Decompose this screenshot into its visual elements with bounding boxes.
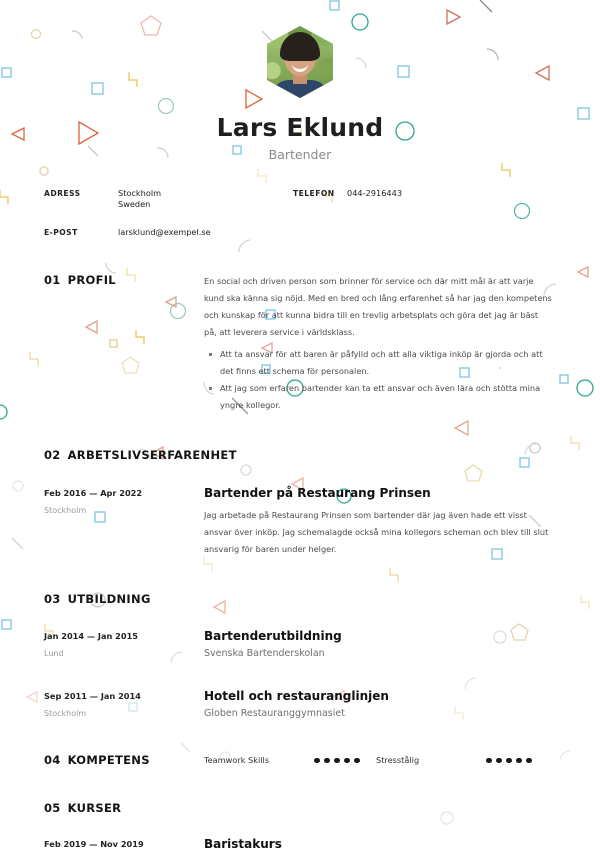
email-value: larsklund@exempel.se (118, 227, 211, 238)
rating-dot (526, 758, 532, 764)
contact-details (0, 188, 600, 240)
avatar (267, 26, 333, 98)
section-title-profile: PROFIL (67, 273, 116, 288)
education-entry-body (204, 629, 570, 659)
list-item: Att jag som erfaren bartender kan ta ett ansvar och även lära och stötta mina yngre kollegor. (220, 380, 555, 414)
experience-entry-place: Stockholm (44, 505, 87, 515)
section-heading-profile (44, 273, 204, 414)
rating-dot (314, 758, 320, 764)
rating-dot (334, 758, 340, 764)
section-number-profile: 01 (44, 273, 61, 288)
rating-dot (496, 758, 502, 764)
section-heading-education (44, 592, 204, 606)
phone-label: TELEFON (293, 188, 335, 198)
experience-entry-description: Jag arbetade på Restaurang Prinsen som bartender där jag även hade ett visst ansvar över inköp. Jag schemalagde också mina kollegors scheman och blev till slut ansvarig för baren under helger. (204, 510, 549, 554)
phone-value: 044-2916443 (347, 187, 403, 198)
education-entry-place: Lund (44, 648, 64, 658)
profile-paragraph: En social och driven person som brinner för service och där mitt mål är att varje kund ska känna sig nöjd. Med en bred och lång erfarenhet så har jag den kompetens och kunskap för att kunna bidra till en trevlig arbetsplats och göra det jag är bäst på, att leverera service i världsklass. (204, 276, 552, 337)
address-line-1: Stockholm (118, 187, 162, 198)
education-entry-title: Hotell och restauranglinjen (204, 688, 389, 703)
section-number-courses: 05 (44, 801, 61, 816)
education-entry-date: Jan 2014 — Jan 2015 (44, 630, 138, 641)
contact-spacer-2 (347, 227, 558, 239)
address-value (118, 188, 293, 212)
experience-entry-body (204, 486, 570, 558)
section-heading-experience (44, 447, 237, 462)
skill-item (376, 755, 570, 765)
education-entry-meta (44, 629, 204, 659)
address-line-2: Sweden (118, 199, 151, 210)
section-heading-courses (44, 801, 204, 815)
section-skills (0, 719, 600, 767)
address-label: ADRESS (44, 188, 81, 198)
section-profile (0, 239, 600, 414)
profile-bullet-list (204, 346, 570, 413)
skills-row (204, 755, 570, 765)
section-title-education: UTBILDNING (67, 591, 151, 606)
education-entry-meta (44, 689, 204, 719)
skill-name: Stresstålig (376, 755, 420, 766)
section-title-courses: KURSER (67, 801, 122, 816)
section-experience (0, 414, 600, 462)
section-number-skills: 04 (44, 753, 61, 768)
education-entry-title: Bartenderutbildning (204, 628, 342, 643)
course-entry (0, 837, 600, 848)
photo-brow-left (289, 49, 296, 51)
education-entry (0, 629, 600, 659)
section-number-experience: 02 (44, 447, 61, 462)
experience-entry-title: Bartender på Restaurang Prinsen (204, 485, 431, 500)
candidate-name: Lars Eklund (216, 113, 384, 142)
rating-dot (354, 758, 360, 764)
experience-entry-meta (44, 486, 204, 558)
rating-dot (324, 758, 330, 764)
photo-brow-right (304, 49, 311, 51)
skills-content (204, 755, 570, 767)
profile-content (204, 273, 570, 414)
list-item: Att ta ansvar för att baren är påfylld och att alla viktiga inköp är gjorda och att det finns ett schema för personalen. (220, 346, 555, 380)
education-entry-place: Stockholm (44, 708, 87, 718)
skill-rating (314, 758, 376, 764)
section-heading-skills (44, 753, 204, 767)
section-title-experience: ARBETSLIVSERFARENHET (67, 447, 237, 462)
skill-rating (486, 758, 570, 764)
section-title-skills: KOMPETENS (67, 753, 150, 768)
education-entry-date: Sep 2011 — Jan 2014 (44, 690, 141, 701)
section-courses (0, 767, 600, 815)
email-label: E-POST (44, 228, 78, 238)
rating-dot (516, 758, 522, 764)
education-entry-body (204, 689, 570, 719)
photo-eye-left (290, 53, 295, 55)
education-entry (0, 689, 600, 719)
experience-entry-date: Feb 2016 — Apr 2022 (44, 487, 143, 498)
education-entry-subtitle: Svenska Bartenderskolan (204, 647, 325, 659)
education-entry-subtitle: Globen Restauranggymnasiet (204, 708, 345, 720)
profile-photo (267, 26, 333, 98)
candidate-job-title: Bartender (268, 146, 332, 162)
resume-header (0, 0, 600, 162)
section-education (0, 558, 600, 606)
course-entry-title: Baristakurs (204, 837, 282, 848)
contact-spacer-1 (293, 227, 347, 239)
rating-dot (486, 758, 492, 764)
course-entry-date: Feb 2019 — Nov 2019 (44, 839, 144, 848)
rating-dot (344, 758, 350, 764)
photo-eye-right (305, 53, 310, 55)
skill-name: Teamwork Skills (204, 755, 270, 766)
experience-entry (0, 486, 600, 558)
course-entry-meta (44, 837, 204, 848)
course-entry-body (204, 837, 570, 848)
skill-item (204, 755, 376, 765)
section-number-education: 03 (44, 591, 61, 606)
rating-dot (506, 758, 512, 764)
